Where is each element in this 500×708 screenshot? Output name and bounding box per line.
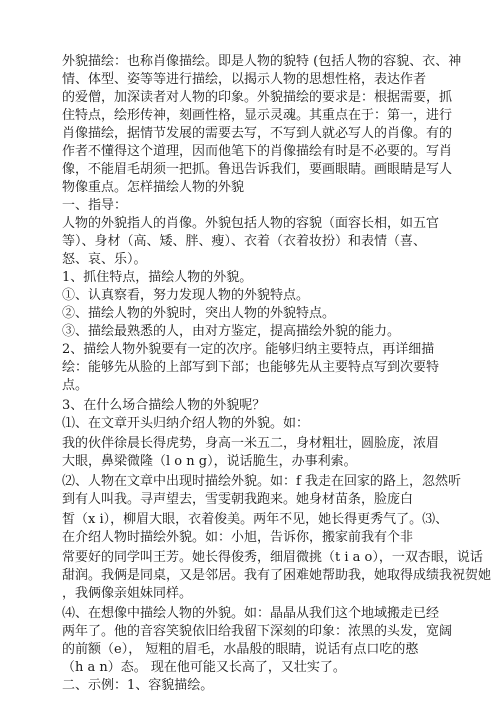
text-line: 3、在什么场合描绘人物的外貌呢？ <box>62 398 266 413</box>
text-line: 2、描绘人物外貌要有一定的次序。能够归纳主要特点，再详细描 <box>62 342 435 357</box>
text-line: 二、示例：1、容貌描绘。 <box>62 678 214 693</box>
text-line: 甜润。我俩是同桌，又是邻居。我有了困难她帮助我，她取得成绩我祝贺她 <box>62 568 492 583</box>
text-line: 1、抓住特点，描绘人物的外貌。 <box>62 270 253 285</box>
text-line: 皙（x i），柳眉大眼，衣着俊美。两年不见，她长得更秀气了。⑶、 <box>62 512 449 527</box>
text-line: ⑷、在想像中描绘人物的外貌。如：晶晶从我们这个地域搬走已经 <box>62 606 440 621</box>
text-line: 我的伙伴徐晨长得虎势，身高一米五二，身材粗壮，圆脸庞，浓眉 <box>62 436 440 451</box>
text-line: 肖像描绘，据情节发展的需要去写，不写到人就必写人的肖像。有的 <box>62 126 453 141</box>
text-line: （h a n）态。 现在他可能又长高了，又壮实了。 <box>62 660 346 675</box>
text-line: 的前额（e）， 短粗的眉毛，水晶般的眼睛，说话有点口吃的憨 <box>62 642 419 657</box>
text-line: ⑵、人物在文章中出现时描绘外貌。如：f 我走在回家的路上，忽然听 <box>62 474 461 489</box>
text-line: 的爱僧，加深读者对人物的印象。外貌描绘的要求是：根据需要，抓 <box>62 90 453 105</box>
text-line: ⑴、在文章开头归纳介绍人物的外貌。如： <box>62 416 310 431</box>
text-line: 两年了。他的音容笑貌依旧给我留下深刻的印象：浓黑的头发，宽阔 <box>62 624 453 639</box>
text-line: ①、认真察看，努力发现人物的外貌特点。 <box>62 288 310 303</box>
text-line: ②、描绘人物的外貌时，突出人物的外貌特点。 <box>62 306 336 321</box>
text-line: 人物的外貌指人的肖像。外貌包括人物的容貌（面容长相，如五官 <box>62 216 440 231</box>
text-line: 大眼，鼻梁微隆（l o n g），说话脆生，办事利索。 <box>62 454 357 469</box>
text-line: ③、描绘最熟悉的人，由对方鉴定，提高描绘外貌的能力。 <box>62 324 401 339</box>
text-line: 等）、身材（高、矮、胖、瘦）、衣着（衣着妆扮）和表情（喜、 <box>62 234 427 249</box>
text-line: 在介绍人物时描绘外貌。如：小旭，告诉你，搬家前我有个非 <box>62 530 414 545</box>
text-line: 绘：能够先从脸的上部写到下部；也能够先从主要特点写到次要特 <box>62 360 440 375</box>
text-line: 到有人叫我。寻声望去，雪雯朝我跑来。她身材苗条，脸庞白 <box>62 492 414 507</box>
text-line: 一、指导： <box>62 198 128 213</box>
text-line: 常要好的同学叫王芳。她长得俊秀，细眉微挑（t i a o），一双杏眼，说话 <box>62 550 483 565</box>
text-line: 住特点，绘形传神，刻画性格，显示灵魂。其重点在于：第一，进行 <box>62 108 453 123</box>
text-line: 情、体型、姿等等进行描绘，以揭示人物的思想性格，表达作者 <box>62 72 427 87</box>
text-line: ，我俩像亲姐妹同样。 <box>62 586 193 601</box>
text-line: 物像重点。怎样描绘人物的外貌 <box>62 180 245 195</box>
text-line: 怒、哀、乐）。 <box>62 252 147 267</box>
text-line: 外貌描绘：也称肖像描绘。即是人物的貌特 (包括人物的容貌、衣、神 <box>62 54 462 69</box>
text-line: 作者不懂得这个道理，因而他笔下的肖像描绘有时是不必要的。写肖 <box>62 144 453 159</box>
text-line: 点。 <box>62 378 89 393</box>
text-line: 像，不能眉毛胡须一把抓。鲁迅告诉我们，要画眼睛。画眼睛是写人 <box>62 162 453 177</box>
